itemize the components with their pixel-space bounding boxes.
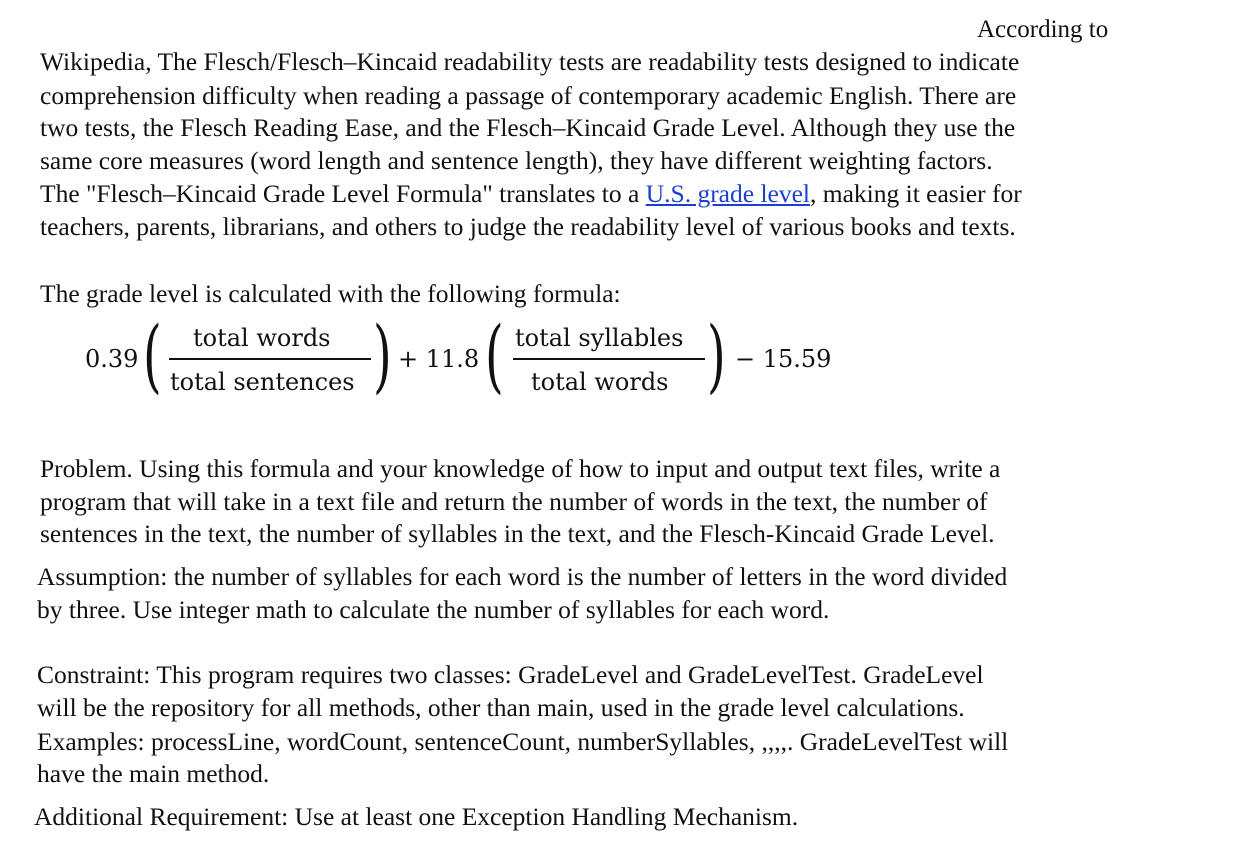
intro-line-3: two tests, the Flesch Reading Ease, and the Flesch–Kincaid Grade Level. Although they use the [40, 113, 1016, 142]
intro-line-2: comprehension difficulty when reading a passage of contemporary academic English. There are [40, 81, 1017, 110]
fraction-bar-2 [513, 358, 705, 360]
left-paren-1: ( [143, 309, 162, 402]
intro-line-6: teachers, parents, librarians, and others to judge the readability level of various books and texts. [40, 212, 1016, 241]
us-grade-level-link[interactable]: U.S. grade level [645, 179, 810, 208]
formula-denominator-2: total words [531, 368, 669, 396]
additional-requirement: Additional Requirement: Use at least one Exception Handling Mechanism. [34, 802, 799, 831]
intro-line-1: Wikipedia, The Flesch/Flesch–Kincaid readability tests are readability tests designed to indicate [40, 47, 1020, 76]
problem-line-1: Problem. Using this formula and your knowledge of how to input and output text files, write a [40, 454, 1001, 483]
formula-numerator-2: total syllables [515, 324, 684, 352]
formula-coefficient-2: + 11.8 [398, 345, 480, 373]
problem-line-2: program that will take in a text file and return the number of words in the text, the number of [40, 487, 988, 516]
constraint-line-2: will be the repository for all methods, other than main, used in the grade level calculations. [37, 693, 965, 722]
right-paren-1: ) [373, 309, 392, 402]
intro-line-4: same core measures (word length and sentence length), they have different weighting factors. [40, 146, 993, 175]
problem-line-3: sentences in the text, the number of syllables in the text, and the Flesch-Kincaid Grade Level. [40, 519, 995, 548]
constraint-line-1: Constraint: This program requires two classes: GradeLevel and GradeLevelTest. GradeLevel [37, 660, 984, 689]
formula-constant: − 15.59 [735, 345, 832, 373]
formula-denominator-1: total sentences [170, 368, 355, 396]
constraint-line-4: have the main method. [37, 759, 270, 788]
right-paren-2: ) [707, 309, 726, 402]
fraction-bar-1 [169, 358, 371, 360]
intro-line-5-after: , making it easier for [810, 179, 1022, 208]
formula-coefficient-1: 0.39 [85, 345, 139, 373]
intro-line-5 [40, 179, 1022, 209]
intro-line-5-before: The "Flesch–Kincaid Grade Level Formula" translates to a [40, 179, 646, 208]
assumption-line-1: Assumption: the number of syllables for each word is the number of letters in the word divided [37, 562, 1008, 591]
formula-numerator-1: total words [193, 324, 331, 352]
left-paren-2: ( [485, 309, 504, 402]
intro-lead-text: According to [977, 16, 1109, 43]
assumption-line-2: by three. Use integer math to calculate the number of syllables for each word. [37, 595, 830, 624]
constraint-line-3: Examples: processLine, wordCount, sentenceCount, numberSyllables, ,,,,. GradeLevelTest will [37, 727, 1009, 756]
formula-intro: The grade level is calculated with the following formula: [40, 279, 621, 308]
